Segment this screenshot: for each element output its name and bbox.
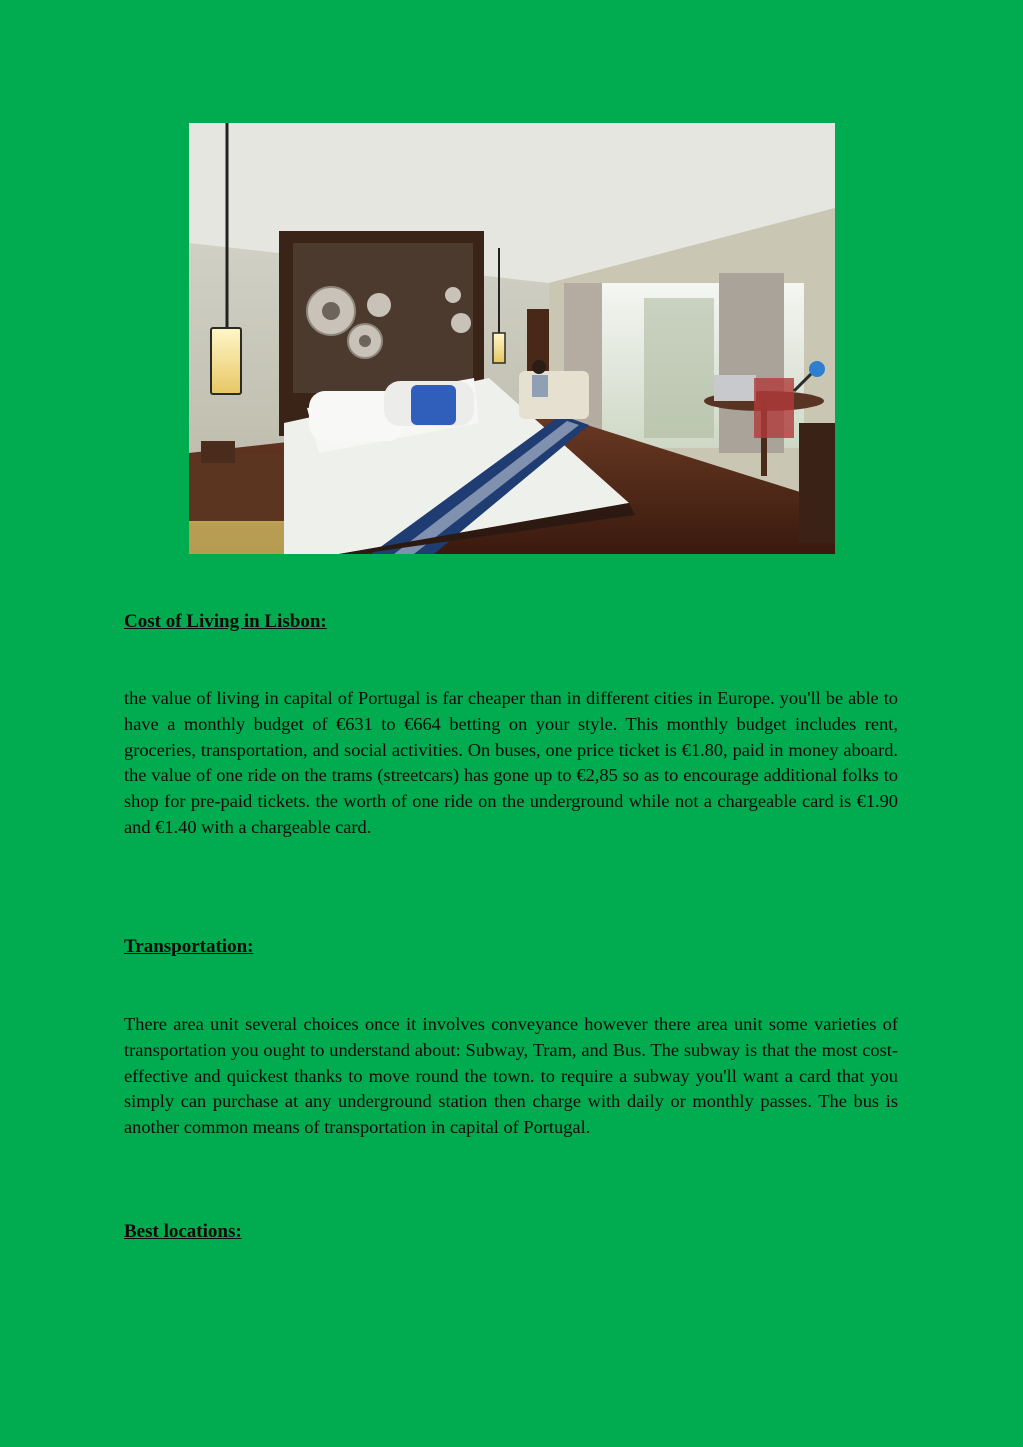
section-heading: Best locations: — [124, 1221, 242, 1242]
hotel-room-photo — [189, 123, 835, 554]
section-body: the value of living in capital of Portugal is far cheaper than in different cities in Europe. you'll be able to have a monthly budget of €631 to €664 betting on your style. This monthly budget includes rent, groceries, transportation, and social activities. On buses, one price ticket is €1.80, paid in money aboard. the value of one ride on the trams (streetcars) has gone up to €2,85 so as to encourage additional folks to shop for pre-paid tickets. the worth of one ride on the underground while not a chargeable card is €1.90 and €1.40 with a chargeable card. — [124, 688, 898, 837]
section-body: There area unit several choices once it involves conveyance however there area unit some varieties of transportation you ought to understand about: Subway, Tram, and Bus. The subway is that the most cost-effective and quickest thanks to move round the town. to require a subway you'll want a card that you simply can purchase at any underground station then charge with daily or monthly passes. The bus is another common means of transportation in capital of Portugal. — [124, 1014, 898, 1138]
section-heading: Transportation: — [124, 936, 254, 957]
section-heading: Cost of Living in Lisbon: — [124, 611, 327, 632]
